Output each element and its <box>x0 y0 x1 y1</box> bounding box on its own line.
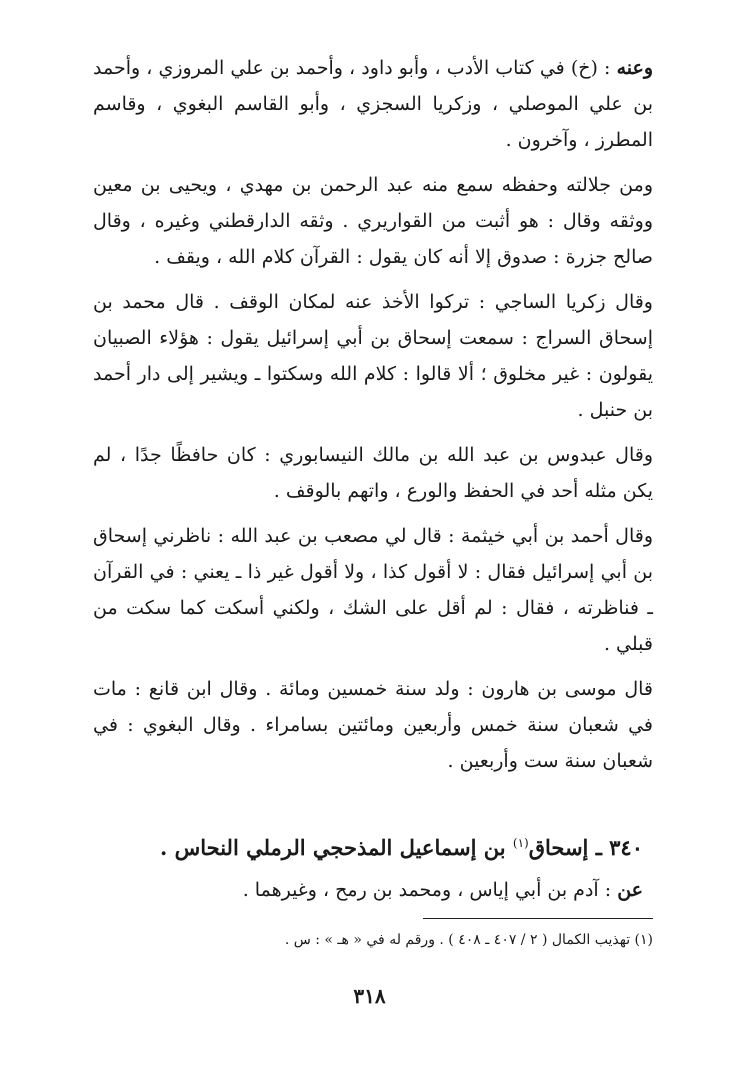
footnote: (١) تهذيب الكمال ( ٢ / ٤٠٧ ـ ٤٠٨ ) . ورقم له في « هـ » : س . <box>284 932 653 948</box>
entry-line-lead: عن <box>617 879 643 901</box>
paragraph-1 <box>93 50 653 158</box>
paragraph-3: وقال زكريا الساجي : تركوا الأخذ عنه لمكان الوقف . قال محمد بن إسحاق السراج : سمعت إسحاق بن أبي إسرائيل يقول : هؤلاء الصبيان يقولون : غير مخلوق ؛ ألا قالوا : كلام الله وسكتوا ـ ويشير إلى دار أحمد بن حنبل . <box>93 291 653 421</box>
page-number: ٣١٨ <box>353 984 386 1008</box>
paragraph-5: وقال أحمد بن أبي خيثمة : قال لي مصعب بن عبد الله : ناظرني إسحاق بن أبي إسرائيل فقال : لا أقول كذا ، ولا أقول غير ذا ـ يعني : في القرآن ـ فناظرته ، فقال : لم أقل على الشك ، ولكني أسكت كما سكت من قبلي . <box>93 525 653 655</box>
main-text <box>93 50 653 779</box>
entry-line <box>83 872 643 908</box>
entry-heading-suffix: بن إسماعيل المذحجي الرملي النحاس . <box>160 835 513 860</box>
entry-heading-prefix: ٣٤٠ ـ إسحاق <box>528 835 643 860</box>
paragraph-text: : (خ) في كتاب الأدب ، وأبو داود ، وأحمد بن علي المروزي ، وأحمد بن علي الموصلي ، وزكريا السجزي ، وأبو القاسم البغوي ، وقاسم المطرز ، وآخرون . <box>93 57 653 151</box>
paragraph-2: ومن جلالته وحفظه سمع منه عبد الرحمن بن مهدي ، ويحيى بن معين ووثقه وقال : هو أثبت من القواريري . وثقه الدارقطني وغيره ، وقال صالح جزرة : صدوق إلا أنه كان يقول : القرآن كلام الله ، ويقف . <box>93 174 653 268</box>
footnote-marker: (١) <box>512 836 529 850</box>
footnote-divider <box>423 918 653 919</box>
entry-heading <box>83 825 643 866</box>
paragraph-4: وقال عبدوس بن عبد الله بن مالك النيسابوري : كان حافظًا جدًا ، لم يكن مثله أحد في الحفظ والورع ، واتهم بالوقف . <box>93 444 653 502</box>
entry-line-text: : آدم بن أبي إياس ، ومحمد بن رمح ، وغيرهما . <box>242 879 612 901</box>
paragraph-6: قال موسى بن هارون : ولد سنة خمسين ومائة . وقال ابن قانع : مات في شعبان سنة خمس وأربعين ومائتين بسامراء . وقال البغوي : في شعبان سنة ست وأربعين . <box>93 678 653 772</box>
paragraph-lead: وعنه <box>616 57 653 79</box>
